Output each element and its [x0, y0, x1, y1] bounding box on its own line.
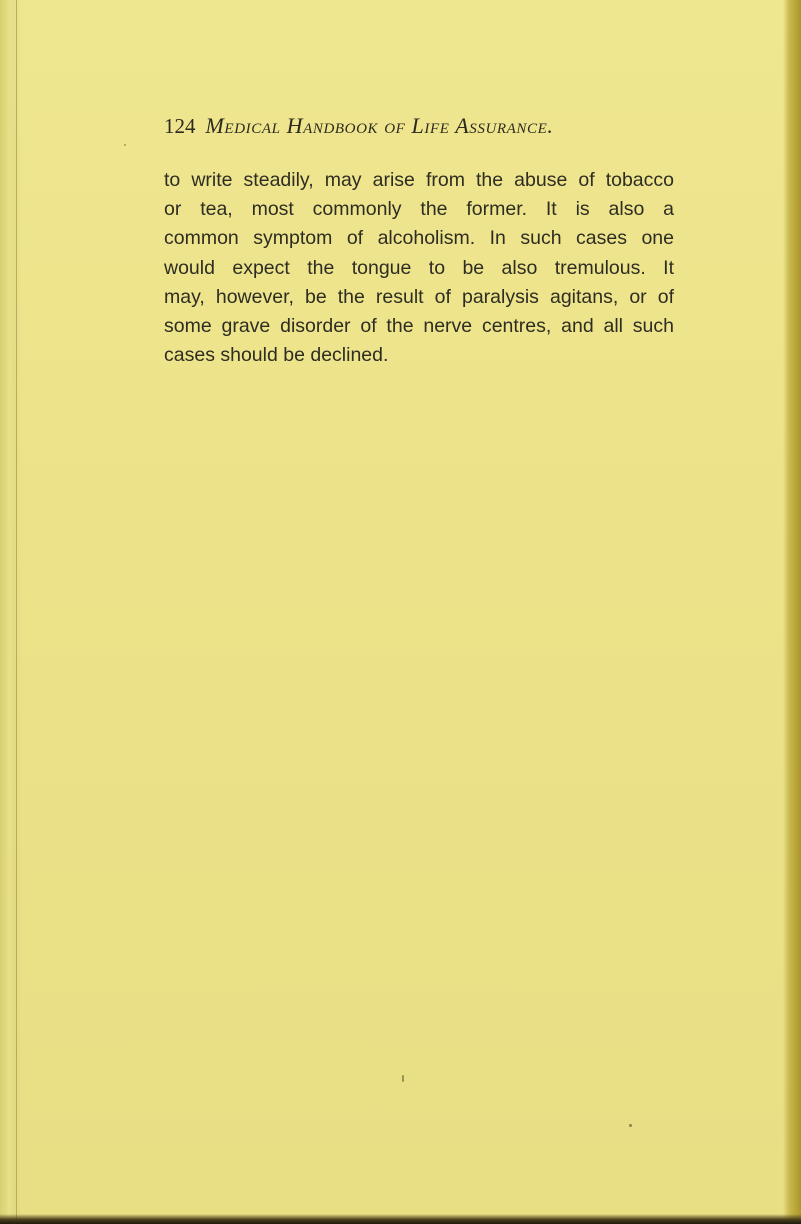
- page-bottom-edge: [0, 1214, 801, 1224]
- text-line: would expect the tongue to be also tremulous. It: [164, 256, 674, 279]
- text-line: some grave disorder of the nerve centres, and all such: [164, 315, 674, 338]
- paper-speck: [124, 144, 126, 146]
- paper-speck: [629, 1124, 632, 1127]
- text-line: or tea, most commonly the former. It is also a: [164, 198, 674, 221]
- running-head: [164, 113, 684, 139]
- text-line: common symptom of alcoholism. In such cases one: [164, 227, 674, 250]
- page-gutter: [0, 0, 17, 1224]
- text-line: may, however, be the result of paralysis agitans, or of: [164, 285, 674, 308]
- text-line: to write steadily, may arise from the abuse of tobacco: [164, 169, 674, 191]
- paper-speck: [402, 1075, 404, 1082]
- page-fore-edge: [783, 0, 801, 1224]
- page-number: 124: [164, 114, 196, 138]
- text-line: cases should be declined.: [164, 344, 389, 367]
- running-title: Medical Handbook of Life Assurance.: [205, 113, 554, 138]
- body-paragraph: [164, 166, 674, 370]
